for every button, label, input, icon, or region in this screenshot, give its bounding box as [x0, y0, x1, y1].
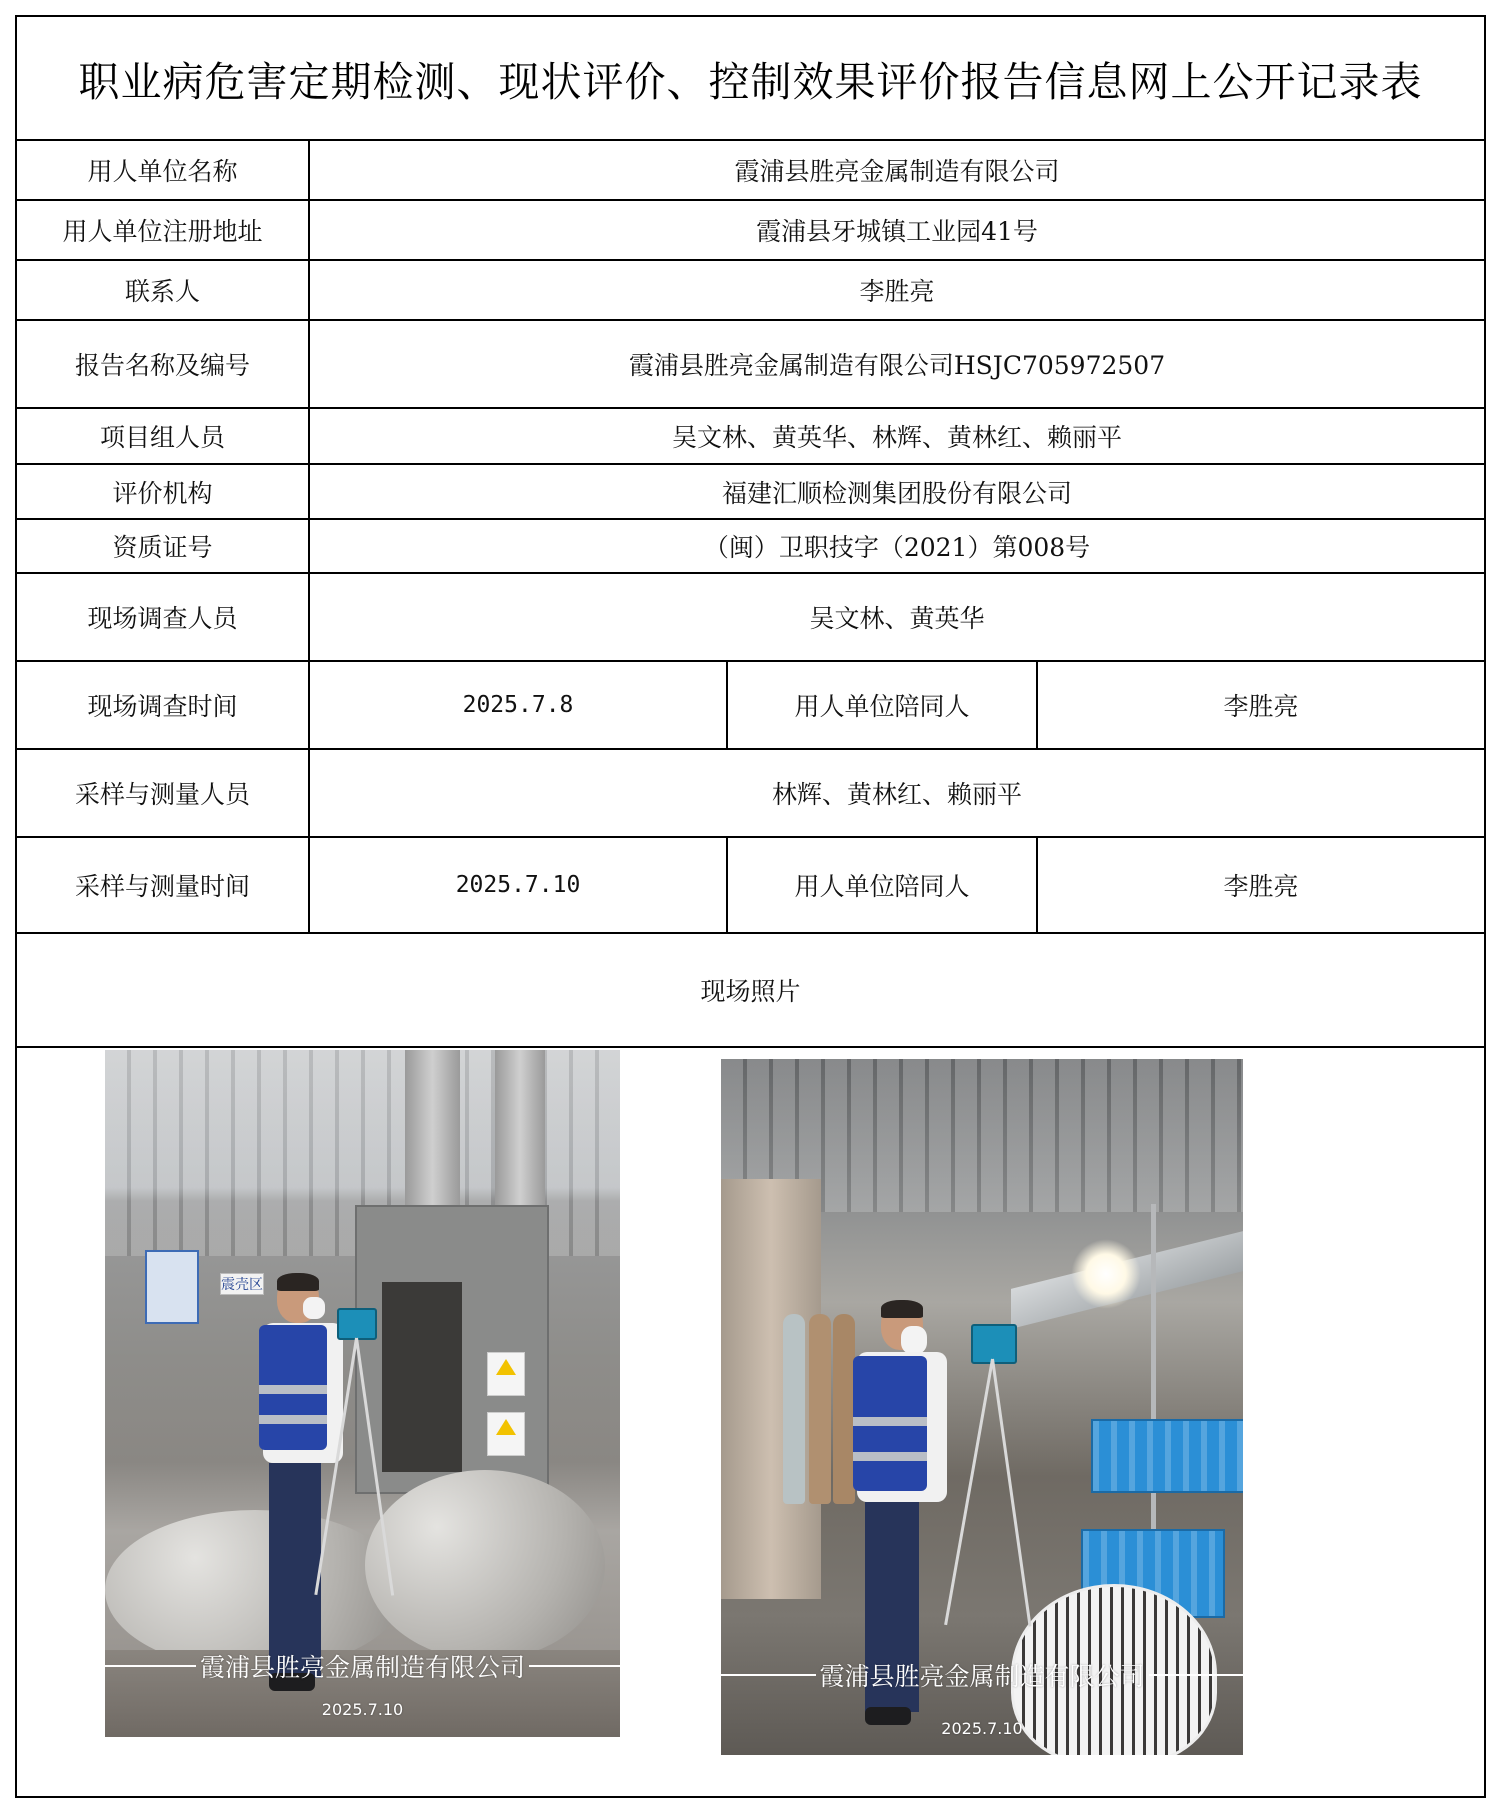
site-photos: [17, 1048, 1484, 1798]
notice-poster: [145, 1250, 199, 1324]
value-survey-companion: 李胜亮: [1223, 692, 1299, 721]
site-photo-2: [721, 1059, 1243, 1755]
gas-cylinder: [783, 1314, 805, 1504]
exhaust-duct: [405, 1050, 460, 1230]
watermark-company: 霞浦县胜亮金属制造有限公司: [819, 1662, 1145, 1691]
gas-cylinder: [833, 1314, 855, 1504]
value-evaluation-org: 福建汇顺检测集团股份有限公司: [721, 478, 1072, 508]
watermark-date: 2025.7.10: [321, 1700, 404, 1719]
row-contact-person: [17, 261, 1484, 321]
document-title: 职业病危害定期检测、现状评价、控制效果评价报告信息网上公开记录表: [17, 17, 1484, 141]
value-sampling-companion: 李胜亮: [1223, 872, 1299, 901]
dust-collector-tank: [721, 1179, 821, 1599]
site-photo-1: [105, 1050, 620, 1737]
value-registered-address: 霞浦县牙城镇工业园41号: [756, 217, 1038, 246]
photo-watermark: [721, 1657, 1243, 1693]
label-contact-person: 联系人: [17, 261, 310, 319]
label-evaluation-org: 评价机构: [17, 465, 310, 518]
row-evaluation-org: [17, 465, 1484, 520]
area-sign: 震壳区: [220, 1273, 264, 1295]
row-project-team: [17, 409, 1484, 465]
label-report-name: 报告名称及编号: [17, 321, 310, 407]
gas-cylinder: [809, 1314, 831, 1504]
row-report-name: [17, 321, 1484, 409]
label-sampling-companion: 用人单位陪同人: [728, 838, 1038, 932]
value-sampling-time: 2025.7.10: [310, 838, 728, 932]
label-survey-staff: 现场调查人员: [17, 574, 310, 660]
label-project-team: 项目组人员: [17, 409, 310, 463]
value-qualification-number: （闽）卫职技字（2021）第008号: [703, 533, 1091, 562]
rubble-pile: [105, 1510, 405, 1670]
blue-crate: [1091, 1419, 1243, 1493]
watermark-company: 霞浦县胜亮金属制造有限公司: [200, 1653, 526, 1682]
value-survey-staff: 吴文林、黄英华: [809, 604, 985, 633]
row-sampling-staff: [17, 750, 1484, 838]
label-survey-time: 现场调查时间: [17, 662, 310, 748]
label-survey-companion: 用人单位陪同人: [728, 662, 1038, 748]
sound-level-meter: [337, 1308, 377, 1340]
row-survey-time: [17, 662, 1484, 750]
value-employer-name: 霞浦县胜亮金属制造有限公司: [734, 157, 1060, 186]
label-qualification-number: 资质证号: [17, 520, 310, 572]
photo-watermark: [105, 1648, 620, 1684]
row-photos-header: [17, 934, 1484, 1048]
label-sampling-time: 采样与测量时间: [17, 838, 310, 932]
row-survey-staff: [17, 574, 1484, 662]
watermark-date: 2025.7.10: [941, 1719, 1023, 1738]
label-site-photos: 现场照片: [700, 977, 801, 1006]
value-survey-time: 2025.7.8: [310, 662, 728, 748]
rubble-pile: [365, 1470, 605, 1660]
work-lamp: [1071, 1239, 1141, 1309]
label-sampling-staff: 采样与测量人员: [17, 750, 310, 836]
row-qualification-number: [17, 520, 1484, 574]
row-registered-address: [17, 201, 1484, 261]
tripod-leg: [944, 1359, 994, 1625]
record-table: [15, 15, 1486, 1798]
value-project-team: 吴文林、黄英华、林辉、黄林红、赖丽平: [671, 423, 1122, 452]
label-employer-name: 用人单位名称: [17, 141, 310, 199]
value-report-name: 霞浦县胜亮金属制造有限公司HSJC705972507: [628, 351, 1166, 380]
value-contact-person: 李胜亮: [859, 277, 935, 306]
value-sampling-staff: 林辉、黄林红、赖丽平: [771, 780, 1022, 809]
label-registered-address: 用人单位注册地址: [17, 201, 310, 259]
shakeout-machine: [355, 1205, 549, 1494]
row-employer-name: [17, 141, 1484, 201]
tripod-leg: [991, 1359, 1032, 1627]
row-sampling-time: [17, 838, 1484, 934]
